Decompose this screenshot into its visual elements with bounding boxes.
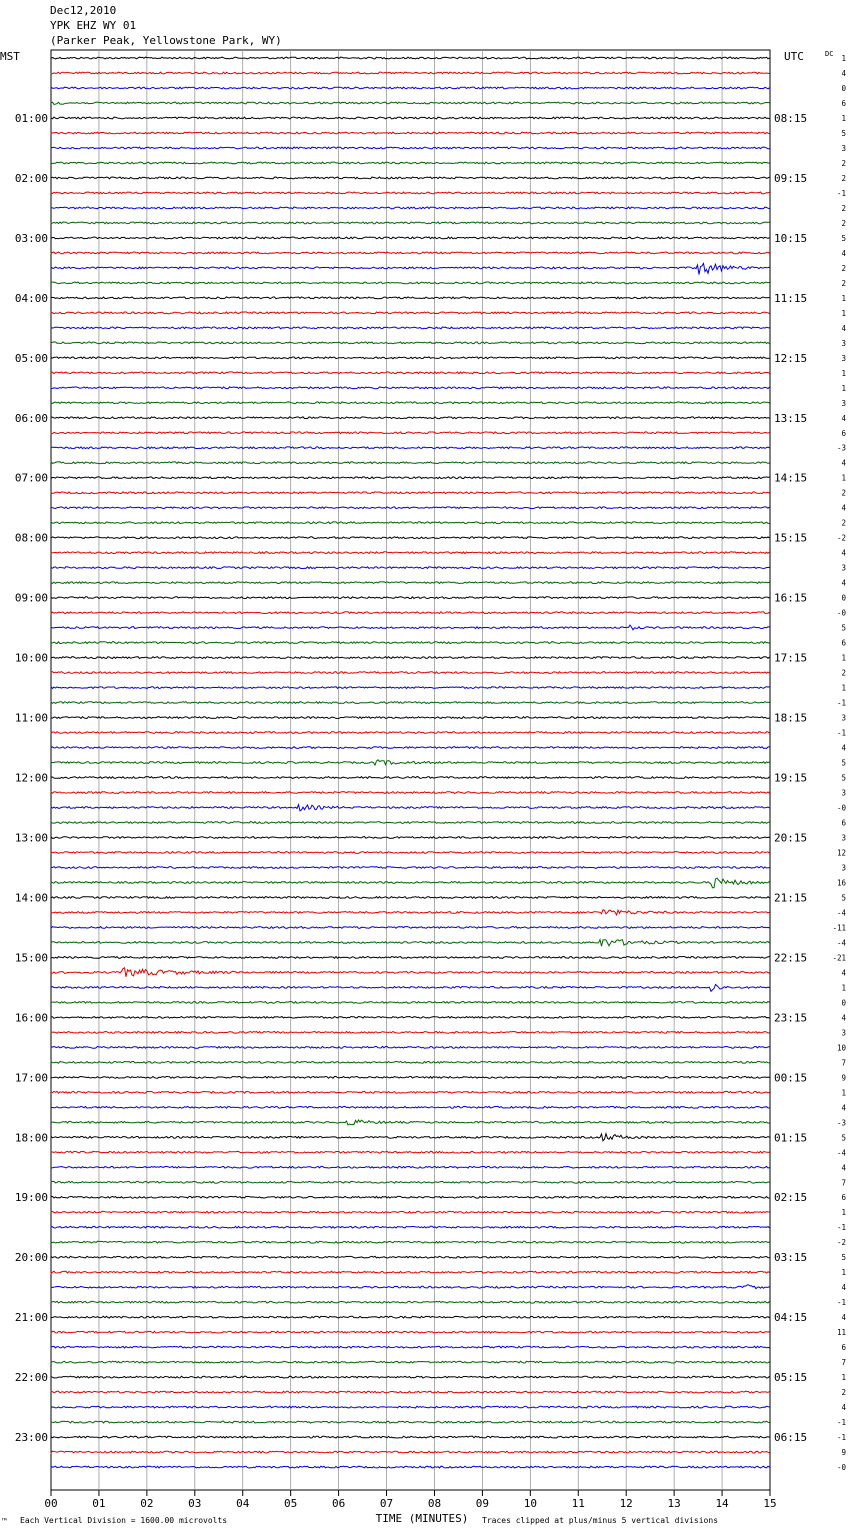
seismic-trace: [51, 657, 770, 659]
dc-offset-value: 6: [841, 428, 846, 438]
footer-scale-note: Each Vertical Division = 1600.00 microvolts: [20, 1516, 228, 1525]
seismic-trace: [51, 985, 770, 992]
seismic-trace: [51, 957, 770, 959]
seismic-trace: [51, 192, 770, 194]
seismic-trace: [51, 1406, 770, 1408]
seismic-trace: [51, 237, 770, 239]
dc-offset-value: 1: [841, 1208, 846, 1218]
dc-offset-value: 6: [841, 1193, 846, 1203]
seismic-trace: [51, 57, 770, 59]
left-hour-label: 08:00: [14, 531, 48, 545]
dc-offset-value: 1: [841, 1373, 846, 1383]
seismic-trace: [51, 777, 770, 779]
dc-offset-value: 3: [841, 863, 846, 873]
dc-offset-value: -0: [836, 803, 846, 813]
seismic-trace: [51, 372, 770, 374]
right-hour-label: 21:15: [774, 891, 808, 905]
seismic-trace: [51, 732, 770, 734]
left-hour-label: 04:00: [14, 291, 48, 305]
left-hour-label: 13:00: [14, 831, 48, 845]
dc-offset-value: 1: [841, 293, 846, 303]
header-location: (Parker Peak, Yellowstone Park, WY): [50, 34, 282, 47]
seismic-trace: [51, 177, 770, 179]
seismic-trace: [51, 597, 770, 599]
dc-offset-value: 1: [841, 473, 846, 483]
dc-offset-value: 3: [841, 713, 846, 723]
seismic-trace: [51, 642, 770, 644]
seismic-trace: [51, 1076, 770, 1078]
seismic-trace: [51, 1361, 770, 1363]
right-hour-label: 22:15: [774, 951, 808, 965]
left-hour-label: 11:00: [14, 711, 48, 725]
seismic-trace: [51, 552, 770, 554]
seismic-trace: [51, 282, 770, 284]
dc-offset-value: 12: [836, 848, 846, 858]
seismic-trace: [51, 1285, 770, 1289]
seismic-trace: [51, 852, 770, 854]
seismic-trace: [51, 687, 770, 689]
left-hour-label: 12:00: [14, 771, 48, 785]
seismic-trace: [51, 822, 770, 824]
dc-offset-value: 1: [841, 983, 846, 993]
dc-offset-value: 9: [841, 1073, 846, 1083]
footer-clip-note: Traces clipped at plus/minus 5 vertical divisions: [482, 1516, 719, 1525]
dc-offset-value: 1: [841, 653, 846, 663]
left-hour-label: 06:00: [14, 411, 48, 425]
seismic-trace: [51, 747, 770, 749]
right-hour-label: 23:15: [774, 1011, 808, 1025]
x-tick-label: 00: [44, 1497, 58, 1510]
dc-offset-value: 0: [841, 593, 846, 603]
right-timezone-label: UTC: [784, 50, 804, 63]
seismic-trace: [51, 1391, 770, 1393]
seismic-trace: [51, 297, 770, 299]
dc-offset-value: 1: [841, 683, 846, 693]
seismic-trace: [51, 717, 770, 719]
dc-offset-value: 6: [841, 98, 846, 108]
seismic-trace: [51, 477, 770, 479]
seismic-trace: [51, 1196, 770, 1198]
dc-offset-value: -1: [836, 728, 846, 738]
right-hour-label: 00:15: [774, 1071, 808, 1085]
right-hour-label: 05:15: [774, 1371, 808, 1385]
seismic-trace: [51, 612, 770, 614]
left-hour-label: 23:00: [14, 1431, 48, 1445]
dc-offset-value: -1: [836, 1298, 846, 1308]
dc-offset-value: 7: [841, 1178, 846, 1188]
dc-offset-value: 4: [841, 1103, 846, 1113]
x-tick-label: 08: [427, 1497, 442, 1510]
dc-offset-value: 5: [841, 128, 846, 138]
left-hour-label: 16:00: [14, 1011, 48, 1025]
dc-offset-value: 4: [841, 323, 846, 333]
x-tick-label: 01: [92, 1497, 106, 1510]
dc-offset-value: 1: [841, 368, 846, 378]
dc-offset-value: 4: [841, 743, 846, 753]
x-tick-label: 09: [475, 1497, 490, 1510]
seismic-trace: [51, 805, 770, 811]
seismic-trace: [51, 878, 770, 888]
seismic-trace: [51, 417, 770, 419]
dc-offset-value: 9: [841, 1448, 846, 1458]
dc-offset-value: 2: [841, 488, 846, 498]
seismic-trace: [51, 447, 770, 449]
dc-offset-value: -3: [836, 443, 846, 453]
right-hour-label: 03:15: [774, 1251, 808, 1265]
seismic-trace: [51, 672, 770, 674]
seismic-trace: [51, 897, 770, 899]
dc-offset-value: 5: [841, 623, 846, 633]
dc-offset-value: -4: [836, 908, 846, 918]
dc-offset-value: 2: [841, 1388, 846, 1398]
left-hour-label: 21:00: [14, 1311, 48, 1325]
seismic-trace: [51, 162, 770, 164]
seismic-trace: [51, 462, 770, 464]
seismic-trace: [51, 1466, 770, 1468]
right-hour-label: 20:15: [774, 831, 808, 845]
dc-offset-value: 0: [841, 83, 846, 93]
left-hour-label: 03:00: [14, 231, 48, 245]
plot-frame: [51, 50, 770, 1490]
dc-offset-value: 3: [841, 398, 846, 408]
left-hour-label: 19:00: [14, 1191, 48, 1205]
dc-offset-value: 0: [841, 998, 846, 1008]
seismic-trace: [51, 927, 770, 929]
seismic-trace: [51, 940, 770, 947]
dc-offset-value: -2: [836, 533, 846, 543]
left-timezone-label: MST: [0, 50, 20, 63]
dc-offset-value: 1: [841, 113, 846, 123]
x-tick-label: 05: [284, 1497, 298, 1510]
seismic-trace: [51, 837, 770, 839]
seismic-trace: [51, 117, 770, 119]
left-hour-label: 09:00: [14, 591, 48, 605]
seismic-trace: [51, 1421, 770, 1423]
dc-offset-value: 3: [841, 143, 846, 153]
dc-offset-value: 3: [841, 833, 846, 843]
dc-offset-value: -4: [836, 938, 846, 948]
right-hour-label: 06:15: [774, 1431, 808, 1445]
dc-offset-value: 5: [841, 1133, 846, 1143]
dc-offset-value: 2: [841, 158, 846, 168]
dc-offset-value: 5: [841, 893, 846, 903]
x-tick-label: 11: [571, 1497, 585, 1510]
dc-offset-value: 10: [836, 1043, 846, 1053]
left-hour-label: 07:00: [14, 471, 48, 485]
seismic-trace: [51, 567, 770, 569]
right-hour-label: 16:15: [774, 591, 808, 605]
right-hour-label: 15:15: [774, 531, 808, 545]
seismic-trace: [51, 147, 770, 149]
dc-offset-value: -1: [836, 1433, 846, 1443]
x-tick-label: 04: [236, 1497, 250, 1510]
seismic-trace: [51, 1226, 770, 1228]
right-hour-label: 10:15: [774, 231, 808, 245]
x-tick-label: 06: [331, 1497, 346, 1510]
seismic-trace: [51, 582, 770, 584]
x-tick-label: 14: [715, 1497, 729, 1510]
dc-offset-value: 4: [841, 548, 846, 558]
dc-offset-value: -4: [836, 1148, 846, 1158]
x-tick-label: 13: [667, 1497, 681, 1510]
dc-offset-value: 1: [841, 54, 846, 63]
dc-offset-value: 4: [841, 413, 846, 423]
seismic-trace: [51, 1376, 770, 1378]
seismic-trace: [51, 342, 770, 344]
dc-offset-value: 1: [841, 1268, 846, 1278]
seismic-trace: [51, 1436, 770, 1438]
right-hour-label: 17:15: [774, 651, 808, 665]
header-station: YPK EHZ WY 01: [50, 19, 137, 32]
seismic-trace: [51, 522, 770, 524]
dc-offset-value: -11: [832, 923, 846, 933]
seismic-trace: [51, 87, 770, 89]
header-date: Dec12,2010: [50, 4, 117, 17]
dc-offset-value: 3: [841, 1028, 846, 1038]
dc-offset-value: 2: [841, 173, 846, 183]
dc-offset-value: -3: [836, 1118, 846, 1128]
seismic-trace: [51, 1316, 770, 1318]
left-hour-label: 18:00: [14, 1131, 48, 1145]
dc-offset-value: 2: [841, 218, 846, 228]
left-hour-label: 22:00: [14, 1371, 48, 1385]
x-tick-label: 10: [523, 1497, 537, 1510]
dc-offset-value: 4: [841, 968, 846, 978]
dc-offset-value: 4: [841, 503, 846, 513]
left-hour-label: 15:00: [14, 951, 48, 965]
right-hour-label: 14:15: [774, 471, 808, 485]
seismic-trace: [51, 132, 770, 134]
dc-offset-value: 2: [841, 518, 846, 528]
dc-offset-value: -1: [836, 1418, 846, 1428]
seismic-trace: [51, 312, 770, 314]
x-axis-title: TIME (MINUTES): [375, 1512, 469, 1525]
dc-offset-value: 7: [841, 1358, 846, 1368]
dc-offset-value: 1: [841, 308, 846, 318]
dc-offset-value: 5: [841, 1253, 846, 1263]
dc-offset-value: -0: [836, 608, 846, 618]
dc-offset-value: 3: [841, 353, 846, 363]
dc-offset-value: 5: [841, 758, 846, 768]
left-hour-label: 14:00: [14, 891, 48, 905]
seismic-trace: [51, 102, 770, 104]
seismic-trace: [51, 1166, 770, 1168]
seismic-trace: [51, 867, 770, 869]
footer-corner-mark: ™: [2, 1517, 7, 1526]
left-hour-label: 20:00: [14, 1251, 48, 1265]
dc-offset-value: 2: [841, 263, 846, 273]
dc-offset-value: 1: [841, 1088, 846, 1098]
seismic-trace: [51, 968, 770, 977]
dc-offset-value: 11: [836, 1328, 846, 1338]
right-hour-label: 04:15: [774, 1311, 808, 1325]
seismic-trace: [51, 222, 770, 224]
dc-offset-value: 4: [841, 1163, 846, 1173]
seismic-trace: [51, 1002, 770, 1004]
dc-offset-value: 6: [841, 638, 846, 648]
seismic-trace: [51, 207, 770, 209]
dc-offset-value: -1: [836, 698, 846, 708]
left-hour-label: 10:00: [14, 651, 48, 665]
dc-offset-value: 3: [841, 788, 846, 798]
right-hour-label: 01:15: [774, 1131, 808, 1145]
dc-offset-value: 4: [841, 1313, 846, 1323]
left-hour-label: 02:00: [14, 171, 48, 185]
right-hour-label: 12:15: [774, 351, 808, 365]
right-hour-label: 19:15: [774, 771, 808, 785]
seismic-trace: [51, 507, 770, 509]
seismic-trace: [51, 1046, 770, 1048]
right-hour-label: 08:15: [774, 111, 808, 125]
seismic-trace: [51, 1017, 770, 1019]
dc-offset-value: -1: [836, 188, 846, 198]
dc-offset-value: 4: [841, 68, 846, 78]
seismic-trace: [51, 327, 770, 329]
seismic-trace: [51, 1181, 770, 1183]
left-hour-label: 01:00: [14, 111, 48, 125]
seismic-trace: [51, 492, 770, 494]
x-tick-label: 02: [140, 1497, 154, 1510]
seismic-trace: [51, 387, 770, 389]
seismic-trace: [51, 1256, 770, 1258]
seismic-trace: [51, 1331, 770, 1333]
seismic-trace: [51, 263, 770, 274]
dc-offset-value: -1: [836, 1223, 846, 1233]
seismic-trace: [51, 252, 770, 254]
seismic-trace: [51, 1032, 770, 1034]
seismic-trace: [51, 910, 770, 915]
seismic-trace: [51, 1301, 770, 1303]
right-hour-label: 09:15: [774, 171, 808, 185]
seismic-trace: [51, 537, 770, 539]
right-hour-label: 13:15: [774, 411, 808, 425]
dc-offset-value: 4: [841, 1013, 846, 1023]
x-tick-label: 15: [763, 1497, 777, 1510]
x-tick-label: 07: [379, 1497, 394, 1510]
seismic-trace: [51, 792, 770, 794]
seismic-trace: [51, 1061, 770, 1063]
dc-offset-value: 5: [841, 773, 846, 783]
seismic-trace: [51, 72, 770, 74]
seismic-trace: [51, 432, 770, 434]
dc-offset-value: -2: [836, 1238, 846, 1248]
dc-offset-value: 2: [841, 278, 846, 288]
dc-offset-value: 7: [841, 1058, 846, 1068]
seismic-trace: [51, 1120, 770, 1125]
x-tick-label: 12: [619, 1497, 633, 1510]
dc-offset-value: 4: [841, 578, 846, 588]
seismic-trace: [51, 1091, 770, 1093]
dc-header-label: DC: [825, 50, 834, 58]
seismic-trace: [51, 402, 770, 404]
dc-offset-value: 16: [836, 878, 846, 888]
seismic-trace: [51, 1106, 770, 1108]
seismic-trace: [51, 1151, 770, 1153]
seismic-trace: [51, 1346, 770, 1348]
seismic-trace: [51, 1451, 770, 1453]
seismic-trace: [51, 357, 770, 359]
dc-offset-value: 4: [841, 1283, 846, 1293]
dc-offset-value: 5: [841, 233, 846, 243]
dc-offset-value: 4: [841, 458, 846, 468]
dc-offset-value: 4: [841, 1403, 846, 1413]
dc-offset-value: 3: [841, 563, 846, 573]
left-hour-label: 17:00: [14, 1071, 48, 1085]
dc-offset-value: 2: [841, 203, 846, 213]
seismic-trace: [51, 1134, 770, 1141]
dc-offset-value: 6: [841, 1343, 846, 1353]
seismic-trace: [51, 625, 770, 630]
seismic-trace: [51, 702, 770, 704]
dc-offset-value: 4: [841, 248, 846, 258]
x-tick-label: 03: [188, 1497, 202, 1510]
right-hour-label: 02:15: [774, 1191, 808, 1205]
left-hour-label: 05:00: [14, 351, 48, 365]
dc-offset-value: 3: [841, 338, 846, 348]
dc-offset-value: 1: [841, 383, 846, 393]
seismic-trace: [51, 1271, 770, 1273]
dc-offset-value: -0: [836, 1463, 846, 1473]
right-hour-label: 18:15: [774, 711, 808, 725]
right-hour-label: 11:15: [774, 291, 808, 305]
seismic-trace: [51, 1211, 770, 1213]
seismic-trace: [51, 1241, 770, 1243]
seismic-trace: [51, 760, 770, 765]
dc-offset-value: 6: [841, 818, 846, 828]
dc-offset-value: 2: [841, 668, 846, 678]
dc-offset-value: -21: [832, 953, 846, 963]
